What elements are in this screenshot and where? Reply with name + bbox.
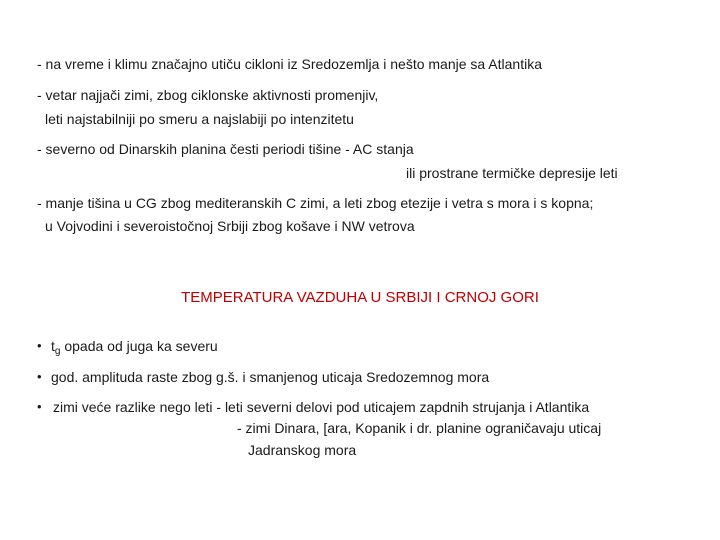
section-title: TEMPERATURA VAZDUHA U SRBIJI I CRNOJ GORI: [181, 289, 539, 306]
note-3-line-1: - severno od Dinarskih planina česti periodi tišine - AC stanja: [37, 141, 414, 157]
bullet-1-subscript: g: [54, 346, 61, 357]
note-1-line-1: - na vreme i klimu značajno utiču cikloni iz Sredozemlja i nešto manje sa Atlantika: [37, 56, 543, 72]
bullet-1-symbol: t: [51, 338, 55, 354]
bullet-3-line-3: Jadranskog mora: [248, 442, 357, 458]
note-4-line-1: - manje tišina u CG zbog mediteranskih C zimi, a leti zbog etezije i vetra s mora i s kopna;: [37, 195, 594, 211]
bullet-dot-3: •: [37, 399, 42, 414]
bullet-dot-1: •: [37, 338, 42, 353]
bullet-dot-2: •: [37, 369, 42, 384]
bullet-3-line-1: zimi veće razlike nego leti - leti severni delovi pod uticajem zapdnih strujanja i Atlantika: [53, 399, 590, 415]
bullet-3-line-2: - zimi Dinara, [ara, Kopanik i dr. planine ograničavaju uticaj: [237, 420, 602, 436]
note-4-line-2: u Vojvodini i severoistočnoj Srbiji zbog košave i NW vetrova: [45, 218, 415, 234]
bullet-2: god. amplituda raste zbog g.š. i smanjenog uticaja Sredozemnog mora: [51, 369, 490, 385]
note-2-line-2: leti najstabilniji po smeru a najslabiji po intenzitetu: [45, 111, 354, 127]
bullet-1-text: opada od juga ka severu: [60, 338, 218, 354]
bullet-1: [51, 337, 218, 355]
note-2-line-1: - vetar najjači zimi, zbog ciklonske aktivnosti promenjiv,: [37, 87, 379, 103]
note-3-line-2: ili prostrane termičke depresije leti: [406, 165, 618, 181]
